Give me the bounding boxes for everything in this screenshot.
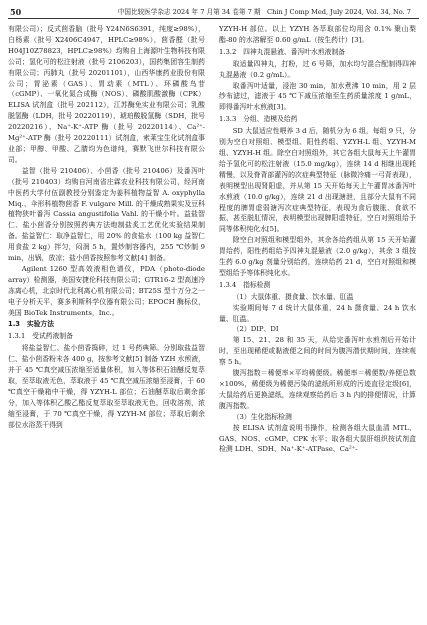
subsection-heading-grouping: 1.3.3 分组、造模及给药 bbox=[219, 115, 298, 124]
instruments-paragraph: Agilent 1260 型高效液相色谱仪，PDA（photo-diode array）检测器，美国安捷伦科技有限公司；GTR16-2 型高速冷冻离心机，北京时代北利离心机有限公司；BT25S 型十万分之一电子分析天平，赛多利斯科学仪器有限公司；EPOCH 酶标仪，美国 BioTek Instruments，Inc.。 bbox=[8, 264, 205, 317]
indicator-item-1: （1）大鼠体重、摄食量、饮水量、肛温 bbox=[232, 292, 354, 301]
drug-prep-paragraph: 将盐益智仁、盐小茴香捣碎，过 1 号药典筛。分别取盐益智仁、盐小茴香粉末各 400 g，按参考文献[5] 制备 YZH 水煎液，并于 45 ℃真空减压浓缩至适量体积，加入等体积石油醚反复萃取，至萃取液无色，萃取液于 45 ℃真空减压浓缩至浸膏，于 60 ℃真空干燥箱中干燥，得 YZYH-L 部位；石油醚萃取后剩余部分，加入等体积乙酸乙酯反复萃取至萃取液无色，回收溶剂，浓缩至浸膏，于 70 ℃真空干燥，得 YZYH-M 部位；萃取后剩余部位水浴蒸干得到 bbox=[8, 344, 205, 429]
section-heading-methods: 1.3 实验方法 bbox=[8, 320, 55, 329]
biochem-paragraph: 按 ELISA 试剂盒说明书操作，检测各组大鼠血清 MTL、GAS、NOS、cGMP、CPK 水平；取各组大鼠肝组织按试剂盒检测 LDH、SDH、Na⁺-K⁺-ATPase、Ca²⁺- bbox=[219, 423, 416, 454]
subsection-heading-drug-prep: 1.3.1 受试药液制备 bbox=[8, 332, 73, 341]
senna-paragraph: 取番泻叶适量，浸泡 30 min，加水煮沸 10 min，用 2 层纱布滤过，滤液于 45 ℃下减压浓缩至生药质量浓度 1 g/mL，即得番泻叶水煎液[3]。 bbox=[219, 81, 416, 112]
continued-paragraph: YZYH-H 部位。以上 YZYH 各萃取部位均用含 0.1% 聚山梨酯-80 的水溶解至 0.60 g/mL（按生药计）[3]。 bbox=[219, 25, 416, 44]
journal-citation: 中国比较医学杂志 2024 年 7 月第 34 卷第 7 期 Chin J Comp Med, July 2024, Vol. 34, No. 7 bbox=[117, 8, 411, 16]
suspension-paragraph: 取适量四神丸，打粉，过 6 号筛，加水均匀混合配制得四神丸混悬液（0.2 g/mL）。 bbox=[219, 59, 416, 79]
page-number: 50 bbox=[10, 7, 22, 17]
left-column bbox=[8, 24, 205, 620]
indicator-2-paragraph: 第 15、21、28 和 35 天，从给完番泻叶水煎剂后开始计时，至出现稀便或黏液便之间的时间为腹泻潜伏期时间，连续观察 5 h。 bbox=[219, 336, 416, 367]
herb-source-paragraph: 益智（批号 210406）、小茴香（批号 210406）及番泻叶（批号 210403）均购自河南省庄霖农业科技有限公司，经河南中医药大学付伍副教授分别鉴定为姜科植物益智 A. oxyphylla Miq.、伞形科植物茴香 F. vulgare Mill. 的干燥成熟果实及豆科植物狭叶番泻 Cassia angustifolia Vahl. 的干燥小叶。益盐智仁、盐小茴香分别按照药典方法炮制盐炙工艺优化实验结果制备。盐益智仁：取净益智仁，用 20% 的食盐水（100 kg 益智仁用食盐 2 kg）拌匀，闷润 5 h，置炒制容器内，255 ℃炒制 9 min，出锅，放凉；盐小茴香按照参考文献[4] 制备。 bbox=[8, 166, 205, 263]
running-header bbox=[8, 6, 419, 19]
subsection-heading-suspension: 1.3.2 四神丸混悬液、番泻叶水煎液制备 bbox=[219, 47, 346, 56]
subsection-heading-indicators: 1.3.4 指标检测 bbox=[219, 280, 271, 289]
dosing-paragraph: 除空白对照组和模型组外，其余各给药组从第 15 天开始灌胃给药，阳性药组给予四神丸混悬液（2.0 g/kg），其余 3 组按生药 6.0 g/kg 剂量分别给药，连续给药 21 d，空白对照组和模型组给予等体积纯化水。 bbox=[219, 236, 416, 277]
diarrhea-index-paragraph: 腹泻指数＝稀便率×平均稀便级。稀便率＝稀便数/养便总数×100%，稀便级为稀便污染的滤纸所形成的污迹直径定级[6]，大鼠给药后更换滤纸，连续观察给药后 3 h 内的排便情况，计算腹泻指数。 bbox=[219, 369, 416, 410]
materials-paragraph: 有限公司）；反式茴香脑（批号 Y24N6S6391，纯度≥98%），白杨素（批号 X2406C4947，HPLC≥98%），茴香醛（批号 H04J10Z78823，HPLC≥98%）均购自上海源叶生物科技有限公司；氢化可的松注射液（批号 2106203），国药集团容生制药有限公司；丙肺丸（批号 20201101），山西华康药业股份有限公司；胃泌素（GAS）、胃动素（MTL）、环磷酸鸟苷（cGMP）、一氧化氮合成酶（NOS）、磷酸肌酸激酶（CPK）ELISA 试剂盒（批号 202112），江苏酶免实业有限公司；乳酸脱氢酶（LDH，批号 20220119）、琥珀酸脱氢酶（SDH，批号 20220216）、Na⁺-K⁺-ATP 酶（批号 20220114）、Ca²⁺-Mg²⁺-ATP 酶（批号 20220111）试剂盒，索莱宝生化试剂盒事业部；甲醇、甲酸、乙腈均为色谱纯，赛默飞世尔科技有限公司。 bbox=[8, 25, 205, 164]
indicator-1-paragraph: 实验期间每 7 d 统计大鼠体重、24 h 摄食量、24 h 饮水量、肛温。 bbox=[219, 303, 416, 323]
right-column bbox=[219, 24, 416, 620]
indicator-item-2: （2）DIP、DI bbox=[232, 325, 279, 334]
indicator-item-3: （3）生化指标检测 bbox=[232, 412, 292, 421]
grouping-paragraph: SD 大鼠适应性喂养 3 d 后，随机分为 6 组，每组 9 只，分别为空白对照组、模型组、阳性药组、YZYH-L 组、YZYH-M 组、YZYH-H 组。除空白对照组外，其它各组大鼠每天上午灌胃给予氢化可的松注射液（15.0 mg/kg），连续 14 d 相继出现耗精慢，以及脊背部灌泻的次症典型特征（脉微冷痛一弓背表现），表明模型出现肾阳虚，并从第 15 天开始每天上午灌胃冰番泻叶水煎液（10.0 g/kg），连续 21 d 出现溏泄，且部分大鼠有不同程度的脾胃虚弱溏泻次症典型特征，表现为食后腹胀、食欲不振，甚至脱肛情况，表明模型出现脾阳虚特征，空白对照组给予同等体积纯化水[5]。 bbox=[219, 127, 416, 234]
